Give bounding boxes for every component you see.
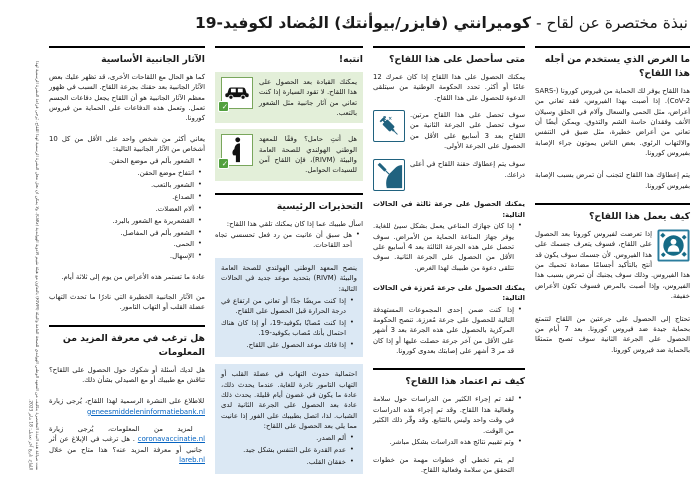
section-purpose	[535, 46, 690, 191]
reschedule-item-1: • إذا كنت مريضًا جدًا أو تعاني من ارتفاع في درجة الحرارة قبل الحصول على اللقاح.	[221, 296, 346, 317]
section-approval-heading: كيف تم اعتماد هذا اللقاح؟	[405, 376, 525, 388]
corona-vaccination-link[interactable]: coronavaccinatie.nl	[137, 435, 205, 444]
page-title	[6, 14, 688, 32]
section-how-heading: كيف يعمل هذا اللقاح؟	[588, 211, 690, 223]
car-icon	[221, 77, 253, 109]
lareb-link[interactable]: lareb.nl	[179, 456, 205, 465]
warnings-list	[215, 230, 363, 251]
section-warnings-heading: التحذيرات الرئيسية	[276, 200, 363, 212]
side-effects-duration: عادة ما تستمر هذه الأعراض من يوم إلى ثلاثة أيام.	[61, 272, 205, 281]
myocarditis-note-box	[215, 364, 363, 474]
check-icon: ✓	[218, 101, 229, 112]
column-attention	[215, 46, 363, 486]
side-effect-item-6: • القشعريرة مع الشعور بالبرد.	[49, 216, 194, 226]
side-effects-serious: من الآثار الجانبية الخطيرة التي نادرًا ما تحدث التهاب عضلة القلب أو التهاب التامور.	[49, 293, 205, 312]
side-effects-paragraph-2: يعاني أكثر من شخص واحد على الأقل من كل 10 أشخاص من الآثار الجانبية التالية:	[49, 134, 205, 154]
reschedule-item-2: • إذا كنت مُصابًا بكوفيد-19، أو إذا كان هناك احتمال بأنك مُصاب بكوفيد-19.	[221, 318, 346, 339]
report-side-effect-text: . هل ترغب في الإبلاغ عن أثر جانبي أو معرفة المزيد عنه؟ هذا متاح من خلال	[49, 435, 203, 454]
more-info-paragraph-1: هل لديك أسئلة أو شكوك حول الحصول على اللقاح؟ تناقش مع طبيبك أو مع الصيدلي بشأن ذلك.	[49, 365, 205, 384]
myocarditis-item-2: • عدم القدرة على التنفس بشكل جيد.	[221, 445, 346, 455]
myocarditis-item-1: • ألم الصدر.	[221, 433, 346, 443]
section-when	[373, 46, 525, 356]
purpose-paragraph-2: يتم إعطاؤك هذا اللقاح لتجنب أن تمرض بسبب الإصابة بفيروس كورونا.	[535, 171, 690, 190]
approval-tail: لم يتم تخطي أي خطوات مهمة من خطوات التحقق من سلامة وفعالية اللقاح.	[373, 455, 514, 475]
side-effect-item-2: • انتفاخ موضع الحقن.	[49, 168, 194, 178]
approval-item-1: • لقد تم إجراء الكثير من الدراسات حول سلامة وفعالية هذا اللقاح. وقد تم إجراء هذه الدراسات في وقت واحد وليس بالتتابع. وقد وفّر ذلك الكثير من الوقت.	[373, 394, 514, 435]
person-antibodies-icon	[657, 229, 690, 262]
section-purpose-heading: ما الغرض الذي يستخدم من أجله هذا اللقاح؟	[544, 54, 690, 79]
more-info-links-paragraph	[49, 424, 205, 465]
myocarditis-list	[221, 433, 357, 467]
two-doses-text: سوف تحصل على هذا اللقاح مرتين. سوف تحصل على الجرعة الثانية من اللقاح بعد 3 أسابيع على الأقل من الحصول على الجرعة الأولى.	[410, 111, 525, 151]
page-title-lead: نبذة مختصرة عن لقاح -	[531, 14, 688, 32]
upper-arm-row	[373, 159, 525, 191]
section-more-info-heading: هل ترغب في معرفة المزيد من المعلومات	[62, 332, 205, 358]
approval-list	[373, 394, 525, 447]
pregnant-woman-icon	[221, 134, 253, 169]
injection-arm-icon	[373, 159, 405, 191]
booster-list	[373, 305, 525, 357]
dose-count-label: × 2	[382, 115, 392, 122]
how-paragraph-1: إذا تعرضت لفيروس كورونا بعد الحصول على اللقاح، فسوف يتعرف جسمك على هذا الفيروس. لأن جسمك سوف يكون قد أنتج بالتأكيد أجسامًا مضادة تحميك من هذا الفيروس. وذلك سوف يجنبك أن تمرض بسبب هذا الفيروس، وإذا أصبت بالمرض فسوف تكون الأعراض خفيفة.	[535, 230, 690, 301]
side-effects-list	[49, 156, 205, 261]
official-leaflet-text: للاطلاع على النشرة الرسمية لهذا اللقاح، يُرجى زيارة	[49, 397, 205, 406]
section-how-it-works	[535, 203, 690, 355]
warnings-intro: اسأل طبيبك عما إذا كان يمكنك تلقي هذا اللقاح:	[226, 219, 363, 228]
column-when	[373, 46, 525, 487]
section-side-effects-heading: الآثار الجانبية الأساسية	[101, 54, 205, 65]
section-warnings	[215, 193, 363, 474]
third-dose-intro: يمكنك الحصول على جرعة ثالثة في الحالات التالية:	[373, 200, 525, 219]
third-dose-list	[373, 221, 525, 273]
reschedule-list	[221, 296, 357, 351]
booster-item: • إذا كنت ضمن إحدى المجموعات المستهدفة التالية للحصول على جرعة مُعززة. تنصح الحكومة المركزية بالحصول على هذه الجرعة بعد 3 أشهر على الأقل من آخر جرعة حصلت عليها أو إذا كان قد مر 3 أشهر على إصابتك بعدوى كورونا.	[373, 305, 514, 357]
how-paragraph-2: تحتاج إلى الحصول على جرعتين من اللقاح لتتمتع بحماية جيدة ضد فيروس كورونا. بعد 7 أيام من الحصول على الجرعة الثانية سوف تصبح متمتعًا بالحماية ضد فيروس كورونا.	[535, 314, 690, 354]
upper-arm-text: سوف يتم إعطاؤك حقنة اللقاح في أعلى ذراعك.	[410, 160, 525, 179]
vertical-disclaimer-text: تمت صياغة هذه النبذة المختصرة بتكليف من المعهد الوطني الهولندي للصحة العامة والبيئة (RIVM) بالتعاون مع هيئة تقييم الأدوية الهولندية (CBG)، ولا يمكن أن تحل محل النشرة الرسمية لهذا اللقاح. يُرجى قراءة النشرة الرسمية لهذا اللقاح. تاريخ آخر تعديل: 18 يناير 2023.	[27, 60, 39, 470]
side-effect-item-9: • الإسهال.	[49, 251, 194, 261]
columns-container	[6, 46, 690, 487]
two-doses-row	[373, 110, 525, 151]
myocarditis-intro: احتمالية حدوث التهاب في عضلة القلب أو التهاب التامور نادرة للغاية. عندما يحدث ذلك، عادة ما يكون في غضون أيام قليلة. يحدث ذلك عادة بعد الحصول على الجرعة الثانية لدى الشباب. لذا، اتصل بطبيبك على الفور إذا عانيت مما يلي بعد الحصول على اللقاح:	[221, 370, 357, 430]
reschedule-note-box	[215, 258, 363, 357]
side-effect-item-7: • الشعور بألم في المفاصل.	[49, 228, 194, 238]
pregnancy-note-box	[215, 129, 363, 180]
column-purpose	[535, 46, 690, 367]
more-info-text: لمزيد من المعلومات، يُرجى زيارة	[49, 425, 193, 434]
page-title-vaccine-name: كوميرانتي (فايزر/بيوأنتك) المُضاد لكوفيد-19	[194, 14, 532, 32]
driving-note-box	[215, 72, 363, 123]
column-side-effects	[49, 46, 205, 478]
side-effect-item-5: • آلام العضلات.	[49, 204, 194, 214]
syringe-icon	[373, 110, 405, 142]
driving-note-text: يمكنك القيادة بعد الحصول على هذا اللقاح. لا تقود السيارة إذا كنت تعاني من آثار جانبية مثل الشعور بالتعب.	[259, 77, 357, 118]
section-more-info	[49, 325, 205, 466]
side-effects-paragraph-1: كما هو الحال مع اللقاحات الأخرى، قد تظهر عليك بعض الآثار الجانبية بعد حقنك بجرعة اللقاح. السبب في ظهور معظم الآثار الجانبية هو أن اللقاح يجعل دفاعات الجسم تعمل. وتعمل هذه الدفاعات على الحماية من فيروس كورونا.	[49, 72, 205, 123]
reschedule-intro: ينصح المعهد الوطني الهولندي للصحة العامة والبيئة (RIVM) بتحديد موعد جديد في الحالات التالية:	[221, 263, 357, 293]
purpose-paragraph-1: هذا اللقاح يوفر لك الحماية من فيروس كورونا (SARS-CoV-2). إذا أصبت بهذا الفيروس، فقد تعاني من أعراض، مثل الحمى والسعال وآلام في الحلق وسيلان الأنف وفقدان حاسة الشم والتذوق. ويمكن أيضًا أن تعاني من أعراض خطيرة، مثل ضيق في التنفس والالتهاب الرئوي. بعض الناس يموتون جراء الإصابة بفيروس كورونا.	[535, 86, 690, 158]
reschedule-item-3: • إذا فاتك موعد الحصول على اللقاح.	[221, 340, 346, 350]
side-effect-item-4: • الصداع.	[49, 192, 194, 202]
official-leaflet-paragraph	[49, 396, 205, 417]
section-attention	[215, 46, 363, 181]
side-effect-item-3: • الشعور بالتعب.	[49, 180, 194, 190]
myocarditis-item-3: • خفقان القلب.	[221, 457, 346, 467]
check-icon: ✓	[218, 158, 229, 169]
section-approval	[373, 368, 525, 475]
vertical-disclaimer-strip	[23, 46, 39, 470]
warnings-item: • هل سبق أن عانيت من رد فعل تحسسي تجاه أحد اللقاحات.	[215, 230, 352, 251]
side-effect-item-1: • الشعور بألم في موضع الحقن.	[49, 156, 194, 166]
pregnancy-note-text: هل أنتِ حامل؟ وفقًا للمعهد الوطني الهولندي للصحة العامة والبيئة (RIVM)، فإن اللقاح آمن للسيدات الحوامل.	[259, 135, 357, 175]
when-paragraph-1: يمكنك الحصول على هذا اللقاح إذا كان عمرك 12 عامًا أو أكثر. تحدد الحكومة الوطنية من سيتلقى الدعوة للحصول على هذا اللقاح.	[373, 72, 525, 102]
medicines-bank-link[interactable]: geneesmiddeleninformatiebank.nl	[86, 407, 205, 416]
side-effect-item-8: • الحمى.	[49, 239, 194, 249]
approval-item-2: • وتم تقييم نتائج هذه الدراسات بشكل مباشر.	[373, 437, 514, 447]
third-dose-item: • إذا كان جهازك المناعي يعمل بشكل سيئ للغاية. يوفر جهاز المناعة الحماية من الأمراض. سوف تحصل على هذه الجرعة الثالثة بعد 4 أسابيع على الأقل من الحصول على الجرعة الثانية. سوف تتلقى دعوة من طبيبك لهذا الغرض.	[373, 221, 514, 273]
section-when-heading: متى سأحصل على هذا اللقاح؟	[389, 54, 525, 65]
booster-intro: يمكنك الحصول على جرعة مُعززة في الحالات التالية:	[373, 283, 525, 303]
section-side-effects	[49, 46, 205, 313]
section-attention-heading: انتبه!	[338, 54, 363, 65]
